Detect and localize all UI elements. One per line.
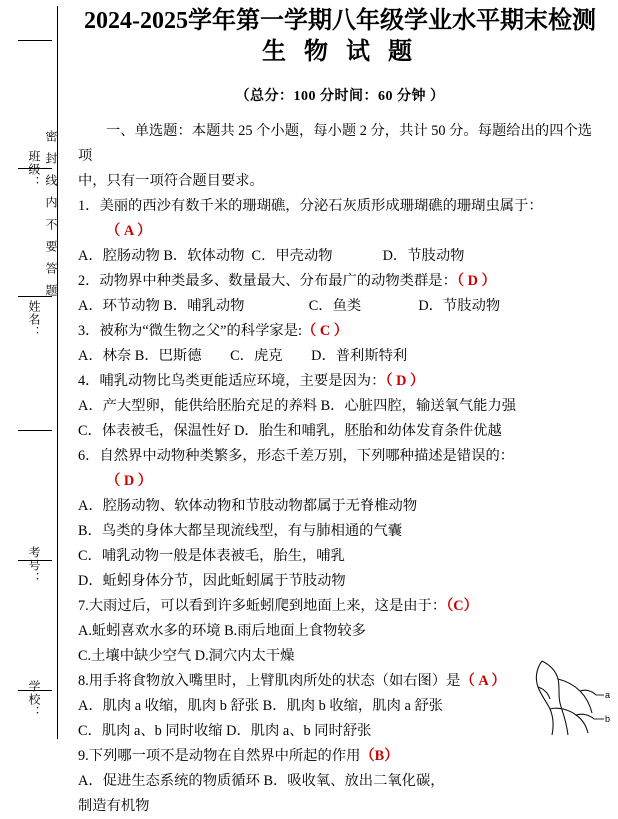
binding-rail [0,0,66,741]
question-stem: 3．被称为“微生物之父”的科学家是:（ C ） [78,323,349,339]
question-stem: 2．动物界中种类最多、数量最大、分布最广的动物类群是：（ D ） [78,273,496,289]
rail-divider-4 [18,430,52,431]
question-options: B．鸟类的身体大都呈现流线型，有与肺相通的气囊 [78,523,403,539]
question-options: A．肌肉 a 收缩，肌肉 b 舒张 B．肌肉 b 收缩，肌肉 a 舒张 [78,698,443,714]
question-tail: 制造有机物 [78,798,150,814]
paper-title-line1: 2024-2025学年第一学期八年级学业水平期末检测 [84,8,596,34]
arm-muscle-illustration [512,659,608,737]
question-stem: 1．美丽的西沙有数千米的珊瑚礁，分泌石灰质形成珊瑚礁的珊瑚虫属于： [78,198,543,214]
figure-label-a: a [604,690,610,700]
rail-vertical-line [57,6,58,739]
arm-muscle-diagram [512,659,608,737]
field-school: 学校： [27,680,41,719]
question-options: A．林奈 B．巴斯德 C．虎克 D．普利斯特利 [78,348,408,364]
question-options: C．哺乳动物一般是体表被毛，胎生，哺乳 [78,548,345,564]
question-options: C．体表被毛，保温性好 D．胎生和哺乳，胚胎和幼体发育条件优越 [78,423,502,439]
paper-subtitle: （总分：100 分时间：60 分钟 ） [235,89,445,104]
field-class: 班级： [27,150,41,189]
question-options: A．腔肠动物 B．软体动物 C．甲壳动物 D．节肢动物 [78,248,465,264]
field-exam-number: 考号： [27,546,41,585]
section-one-head-line1: 一、单选题：本题共 25 个小题，每小题 2 分，共计 50 分。每题给出的四个选项 [78,123,593,164]
seal-line-text: 密封线内不要答题 [44,130,58,306]
question-answer: （ A ） [106,223,152,239]
question-options: A.蚯蚓喜欢水多的环境 B.雨后地面上食物较多 [78,623,366,639]
question-options: A．促进生态系统的物质循环 B．吸收氧、放出二氧化碳， [78,773,445,789]
question-stem: 7.大雨过后，可以看到许多蚯蚓爬到地面上来，这是由于：（C） [78,598,478,614]
question-stem: 6．自然界中动物种类繁多，形态千差万别，下列哪种描述是错误的： [78,448,515,464]
figure-label-b: b [604,714,610,724]
rail-divider-1 [18,40,52,41]
question-options: C．肌肉 a、b 同时收缩 D．肌肉 a、b 同时舒张 [78,723,372,739]
paper-title-line2: 生 物 试 题 [262,39,418,65]
question-options: A．腔肠动物、软体动物和节肢动物都属于无脊椎动物 [78,498,418,514]
question-stem: 4．哺乳动物比鸟类更能适应环境，主要是因为：（ D ） [78,373,425,389]
question-options: D．蚯蚓身体分节，因此蚯蚓属于节肢动物 [78,573,346,589]
question-stem: 9.下列哪一项不是动物在自然界中所起的作用（B） [78,748,399,764]
field-name: 姓名： [27,300,41,339]
paper-content [66,0,618,814]
question-options: C.土壤中缺少空气 D.洞穴内太干燥 [78,648,295,664]
section-one-head-line2: 中，只有一项符合题目要求。 [78,173,264,189]
question-options: A．产大型卵，能供给胚胎充足的养料 B．心脏四腔，输送氧气能力强 [78,398,517,414]
question-answer: （ D ） [106,473,153,489]
question-options: A．环节动物 B．哺乳动物 C．鱼类 D．节肢动物 [78,298,501,314]
question-stem: 8.用手将食物放入嘴里时，上臂肌肉所处的状态（如右图）是（ A ） [78,673,506,689]
